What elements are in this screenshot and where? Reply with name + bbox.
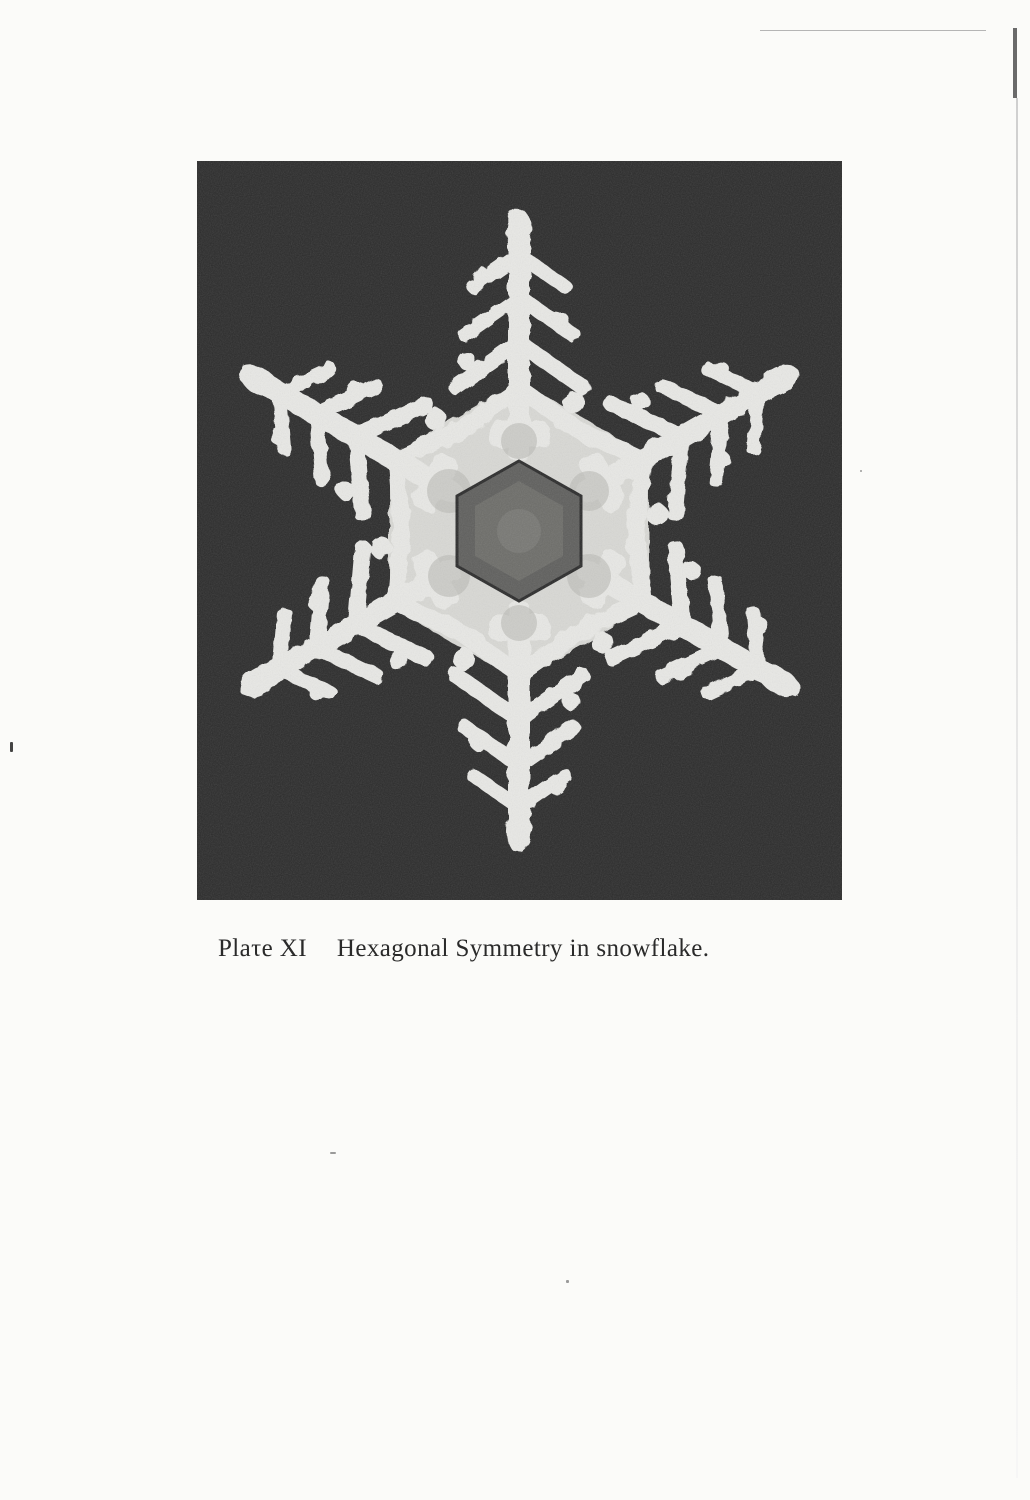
plate-caption — [218, 935, 868, 963]
page-edge-rule — [760, 30, 986, 31]
scan-edge-shadow — [1016, 98, 1018, 1478]
plate-label: Plaτe XI — [218, 935, 307, 962]
scan-speck — [10, 742, 13, 752]
plate-caption-text: Hexagonal Symmetry in snowflake. — [336, 935, 710, 962]
snowflake-photograph — [197, 161, 842, 900]
snowflake-illustration — [197, 161, 842, 900]
scan-speck — [860, 470, 862, 472]
scan-edge-mark — [1013, 28, 1017, 98]
scan-speck — [330, 1152, 336, 1154]
scan-speck — [566, 1280, 569, 1283]
